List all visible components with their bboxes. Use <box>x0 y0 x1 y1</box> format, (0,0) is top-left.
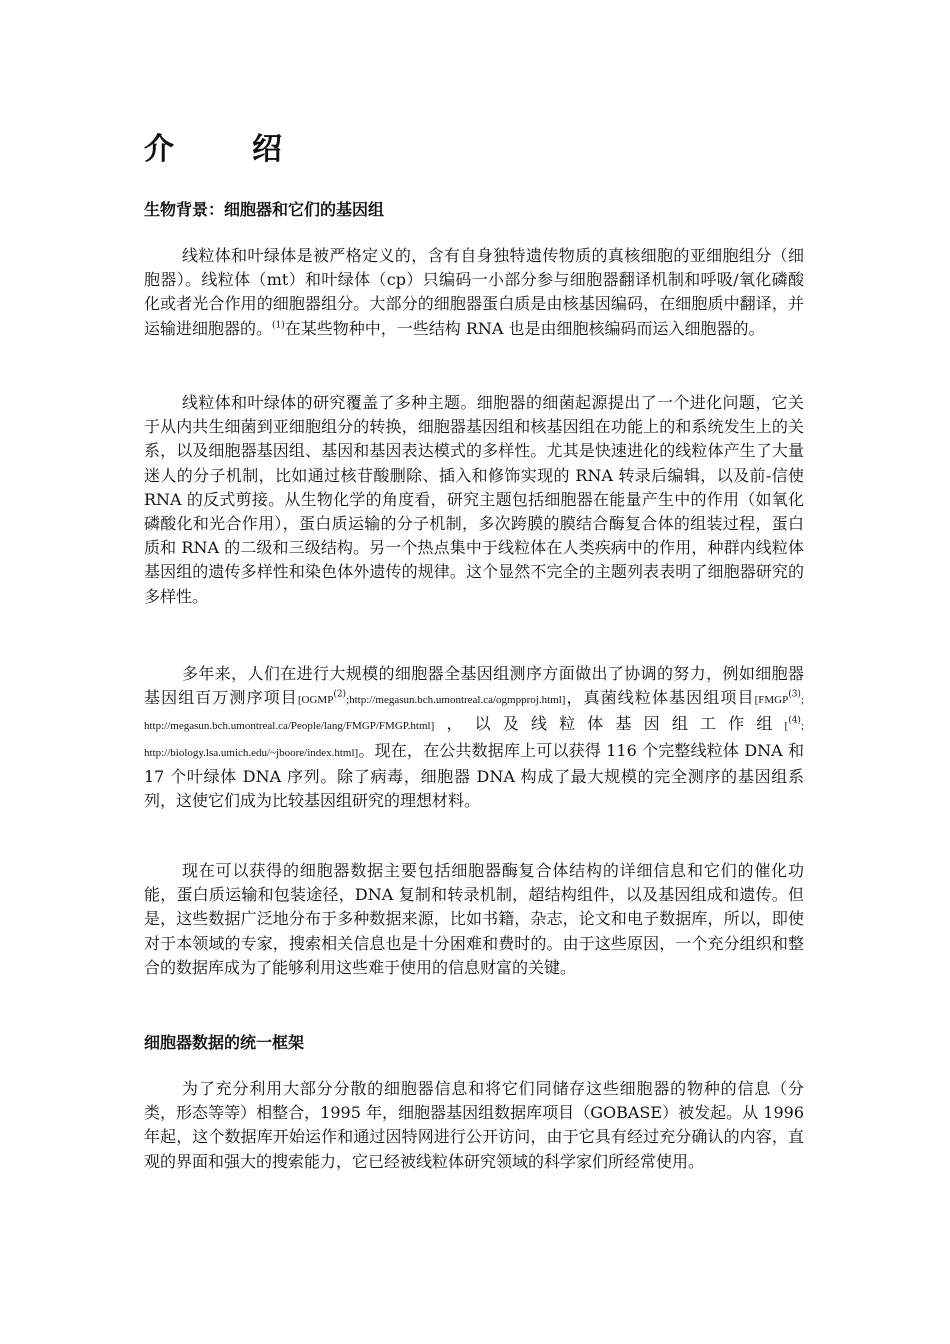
citation-4: (4) <box>788 716 801 727</box>
section-heading-biology-background: 生物背景：细胞器和它们的基因组 <box>144 200 385 219</box>
paragraph-data-sources: 现在可以获得的细胞器数据主要包括细胞器酶复合体结构的详细信息和它们的催化功能，蛋白质运输和包装途径，DNA 复制和转录机制，超结构组件，以及基因组成和遗传。但是，这些数据广泛地分布于多种数据来源，比如书籍，杂志，论文和电子数据库，所以，即使对于本领域的专家，搜索相关信息也是十分困难和费时的。由于这些原因，一个充分组织和整合的数据库成为了能够利用这些难于使用的信息财富的关键。 <box>144 861 804 977</box>
p3-text-d: 。现在，在公共数据库上可以获得 116 个完整线粒体 DNA 和 17 个叶绿体 DNA 序列。除了病毒，细胞器 DNA 构成了最大规模的完全测序的基因组系列，这使它们成为比较基因组研究的理想材料。 <box>144 740 804 811</box>
ref-ogmp-url[interactable]: ;http://megasun.bch.umontreal.ca/ogmpproj.html] <box>346 694 566 707</box>
paragraph-sequencing-projects <box>144 662 804 813</box>
paragraph-gobase: 为了充分利用大部分分散的细胞器信息和将它们同储存这些细胞器的物种的信息（分类，形态等等）相整合，1995 年，细胞器基因组数据库项目（GOBASE）被发起。从 1996 年起，这个数据库开始运作和通过因特网进行公开访问，由于它具有经过充分确认的内容，直观的界面和强大的搜索能力，它已经被线粒体研究领域的科学家们所经常使用。 <box>144 1079 804 1171</box>
p1-text-b: 在某些物种中，一些结构 RNA 也是由细胞核编码而运入细胞器的。 <box>284 318 765 338</box>
p1-text-a: 线粒体和叶绿体是被严格定义的，含有自身独特遗传物质的真核细胞的亚细胞组分（细胞器）。线粒体（mt）和叶绿体（cp）只编码一小部分参与细胞器翻译机制和呼吸/氧化磷酸化或者光合作用的细胞器组分。大部分的细胞器蛋白质是由核基因编码，在细胞质中翻译，并运输进细胞器的。 <box>144 246 804 338</box>
ref-fmgp-url[interactable]: ; http://megasun.bch.umontreal.ca/People/lang/FMGP/FMGP.html] <box>144 694 804 733</box>
paragraph-organelles-definition <box>144 244 804 341</box>
ref-mgwg-url[interactable]: ; http://biology.lsa.umich.edu/~jboore/index.html] <box>144 720 804 759</box>
ref-mgwg-a: [ <box>784 720 789 733</box>
section-heading-unified-framework: 细胞器数据的统一框架 <box>144 1033 305 1052</box>
citation-1: (1) <box>272 320 285 331</box>
paragraph-research-topics: 线粒体和叶绿体的研究覆盖了多种主题。细胞器的细菌起源提出了一个进化问题，它关于从内共生细菌到亚细胞组分的转换，细胞器基因组和核基因组在功能上的和系统发生上的关系，以及细胞器基因组、基因和基因表达模式的多样性。尤其是快速进化的线粒体产生了大量迷人的分子机制，比如通过核苷酸删除、插入和修饰实现的 RNA 转录后编辑，以及前-信使 RNA 的反式剪接。从生物化学的角度看，研究主题包括细胞器在能量产生中的作用（如氧化磷酸化和光合作用），蛋白质运输的分子机制，多次跨膜的膜结合酶复合体的组装过程，蛋白质和 RNA 的二级和三级结构。另一个热点集中于线粒体在人类疾病中的作用，种群内线粒体基因组的遗传多样性和染色体外遗传的规律。这个显然不完全的主题列表表明了细胞器研究的多样性。 <box>144 393 804 606</box>
ref-fmgp-a: [FMGP <box>754 694 789 707</box>
page-title: 介 绍 <box>144 132 306 167</box>
p3-text-b: ，真菌线粒体基因组项目 <box>565 688 755 708</box>
citation-2: (2) <box>333 689 347 700</box>
p3-text-c: ，以及线粒体基因组工作组 <box>434 714 785 734</box>
citation-3: (3) <box>788 689 801 700</box>
p3-text-a: 多年来，人们在进行大规模的细胞器全基因组测序方面做出了协调的努力，例如细胞器基因组百万测序项目 <box>144 664 804 708</box>
ref-ogmp-a: [OGMP <box>297 694 334 707</box>
